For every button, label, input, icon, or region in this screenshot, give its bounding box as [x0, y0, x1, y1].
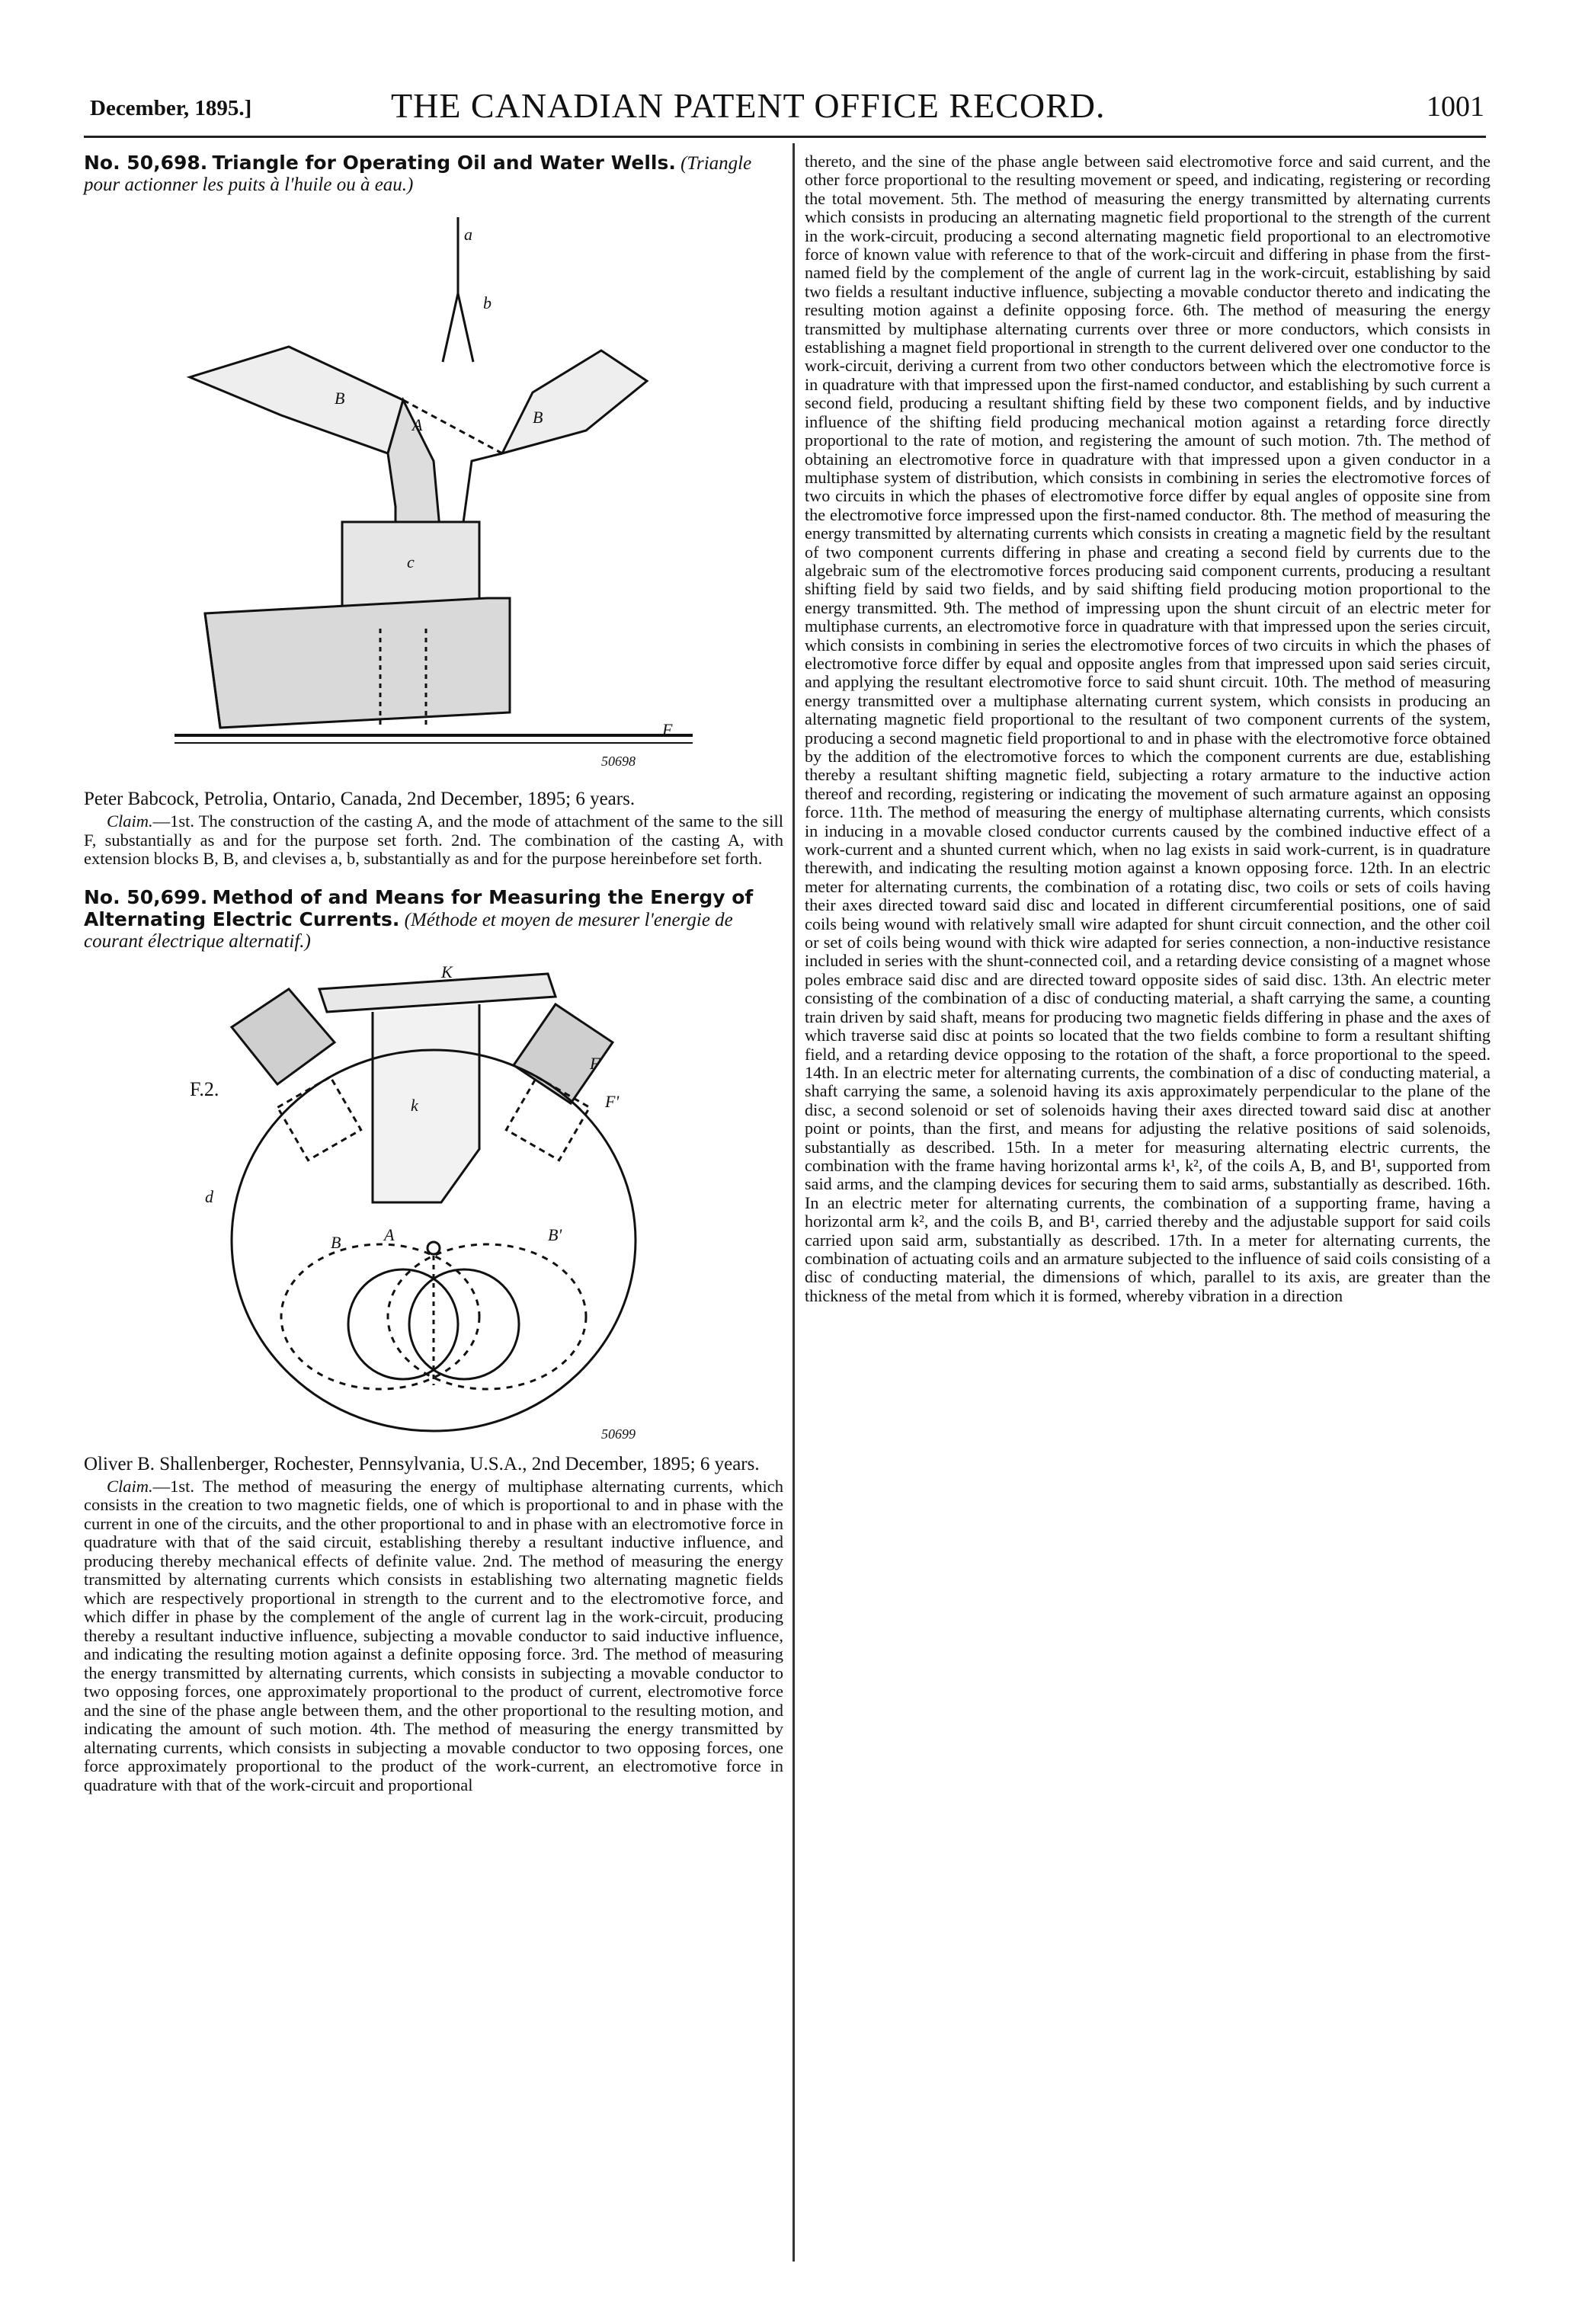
column-rule	[793, 143, 795, 2262]
figure-oil-well-triangle	[175, 202, 693, 781]
patent-number: No. 50,699.	[84, 885, 208, 908]
fig1-label-f: F	[662, 720, 673, 739]
issue-date: December, 1895.]	[90, 96, 252, 120]
claim-label: Claim.	[107, 811, 153, 831]
right-column	[805, 152, 1491, 1305]
claim-body: —1st. The method of measuring the energy of multiphase alternating currents, which consists in the creation to two magnetic fields, one of which is proportional to and in phase with the current in one of the circuits, and the other proportional to and in phase with an electromotive force in quadrature with that of the said circuit, establishing thereby a resultant inductive influence, and producing thereby mechanical effects of definite value. 2nd. The method of measuring the energy transmitted by alternating currents which consists in establishing two alternating magnetic fields which are respectively proportional in strength to the current and to the electromotive force, and which differ in phase by the complement of the angle of current lag in the work-circuit, producing thereby a resultant inductive influence, subjecting a movable conductor to said inductive influence, and indicating the resulting motion against a definite opposing force. 3rd. The method of measuring the energy transmitted by alternating currents, which consists in subjecting a movable conductor to two opposing forces, one approximately proportional to the product of current, electromotive force and the sine of the phase angle between them, and the other proportional to the resulting motion, and indicating the amount of such motion. 4th. The method of measuring the energy transmitted by alternating currents, which consists in subjecting a movable conductor to two opposing forces, one force approximately proportional to the product of the work-current, an electromotive force in quadrature with that of the work-circuit and proportional	[84, 1476, 783, 1794]
claim-label: Claim.	[107, 1476, 153, 1496]
claim-text	[84, 812, 783, 869]
fig2-label-f1: F'	[605, 1091, 620, 1111]
figure-energy-meter	[190, 959, 677, 1446]
fig1-label-b: B	[335, 389, 345, 408]
patent-title-french: (Triangle pour actionner les puits à l'huile ou à eau.)	[84, 153, 752, 195]
publication-title: THE CANADIAN PATENT OFFICE RECORD.	[391, 86, 1106, 125]
patent-number: No. 50,698.	[84, 152, 208, 174]
fig1-label-c: c	[407, 552, 415, 571]
inventor-line: Oliver B. Shallenberger, Rochester, Pennsylvania, U.S.A., 2nd December, 1895; 6 years.	[84, 1453, 760, 1474]
fig1-label-b2: B	[533, 408, 543, 427]
patent-title: Method of and Means for Measuring the Energy of Alternating Electric Currents.	[84, 885, 754, 930]
entry-heading	[84, 152, 783, 196]
fig2-label-b1: B'	[548, 1224, 562, 1244]
entry-heading	[84, 887, 783, 952]
header-rule	[84, 136, 1486, 138]
page-number: 1001	[1427, 91, 1484, 123]
fig2-number: 50699	[601, 1426, 636, 1442]
fig2-label-a: A	[384, 1224, 395, 1244]
claim-text	[84, 1477, 783, 1795]
fig2-label-f: F	[590, 1053, 600, 1073]
fig2-label-k: K	[441, 962, 453, 981]
patent-title: Triangle for Operating Oil and Water Wells.	[212, 152, 676, 174]
left-column	[84, 152, 783, 1794]
patent-title-french: (Méthode et moyen de mesurer l'energie de courant électrique alternatif.)	[84, 909, 733, 952]
fig1-number: 50698	[601, 754, 636, 769]
fig1-label-b-small: b	[483, 293, 492, 312]
fig2-label-d: d	[205, 1186, 213, 1206]
fig2-label-b: B	[331, 1232, 341, 1252]
fig2-figure-label: F.2.	[190, 1077, 219, 1100]
patent-entry-50698	[84, 152, 783, 869]
fig2-label-k-small: k	[411, 1095, 418, 1115]
fig1-label-a-small: a	[464, 225, 472, 244]
claim-body: —1st. The construction of the casting A, and the mode of attachment of the same to the sill F, substantially as and for the purpose set forth. 2nd. The combination of the casting A, with extension blocks B, B, and clevises a, b, substantially as and for the purpose hereinbefore set forth.	[84, 811, 783, 868]
page-header	[90, 85, 1484, 131]
fig1-label-a: A	[412, 415, 423, 434]
patent-entry-50699	[84, 887, 783, 1795]
inventor-line: Peter Babcock, Petrolia, Ontario, Canada, 2nd December, 1895; 6 years.	[84, 789, 636, 809]
claim-continuation-text: thereto, and the sine of the phase angle between said electromotive force and said current, and the other force proportional to the resulting movement or speed, and indicating, registering or recording the total movement. 5th. The method of measuring the energy transmitted by alternating currents which consists in producing an alternating magnetic field proportional to the strength of the current in the work-circuit, producing a second alternating magnetic field proportional to an electromotive force of known value with reference to that of the work-circuit and differing in phase from the first-named field by the complement of the angle of current lag in the work-circuit, establishing by said two fields a resultant inductive influence, subjecting a movable conductor thereto and indicating the resulting motion against a definite opposing force. 6th. The method of measuring the energy transmitted by multiphase alternating currents over three or more conductors, which consists in establishing a magnet field proportional in strength to the current delivered over one conductor to the work-circuit, deriving a current from two other conductors between which the electromotive force is in quadrature with that impressed upon the first-named conductor, and establishing by such current a second field, producing a resultant shifting field by these two component fields, and by inductive influence of the shifting field producing mechanical motion against a retarding force directly proportional to the rate of motion, and registering the amount of such motion. 7th. The method of obtaining an electromotive force in quadrature with that impressed upon a given conductor in a multiphase system of distribution, which consists in combining in series the electromotive forces of two circuits in which the phases of electromotive force differ by equal angles of opposite sine from the electromotive force impressed upon the first-named conductor. 8th. The method of measuring the energy transmitted by alternating currents which consists in creating a magnetic field by the resultant of two component currents differing in phase and creating a second field by currents due to the algebraic sum of the electromotive forces producing said component currents, producing a resultant shifting field by said two fields, and by said shifting field producing motion proportional to the energy transmitted. 9th. The method of impressing upon the shunt circuit of an electric meter for multiphase currents, an electromotive force in quadrature with that impressed upon the series circuit, which consists in combining in series the electromotive forces of two circuits in which the phases of electromotive force differ by equal and opposite angles from that impressed upon said series circuit, and applying the resultant electromotive force to said shunt circuit. 10th. The method of measuring energy transmitted over a multiphase alternating current system, which consists in producing an alternating magnetic field proportional to the resultant of two component currents of the system, producing a second magnetic field proportional to and in phase with the electromotive force obtained by the addition of the electromotive forces to which the component currents are due, establishing thereby a resultant shifting magnetic field, subjecting a rotary armature to the inductive action thereof and recording, registering or indicating the movement of such armature against an opposing force. 11th. The method of measuring the energy of multiphase alternating currents, which consists in inducing in a movable closed conductor currents caused by the combined inductive effect of a work-current and a shunted current which, when no lag exists in said work-current, is in quadrature therewith, and indicating the resulting motion against a known opposing force. 12th. In an electric meter for alternating currents, the combination of a rotating disc, two coils or sets of coils having their axes directed toward said disc and located in different circumferential positions, one of said coils being wound with relatively small wire adapted for shunt circuit connection, and the other coil or set of coils being wound with thick wire adapted for series connection, a non-inductive resistance included in series with the shunt-connected coil, and a retarding device consisting of a magnet whose poles embrace said disc and are directed toward opposite sides of said disc. 13th. An electric meter consisting of the combination of a disc of conducting material, a shaft carrying the same, a counting train driven by said shaft, means for producing two magnetic fields differing in phase and the axes of which traverse said disc at points so located that the two fields combine to form a resultant shifting field, and a retarding device opposing to the rotation of the shaft, a force proportional to the speed. 14th. In an electric meter for alternating currents, the combination of a disc of conducting material, a shaft carrying the same, a solenoid having its axis approximately perpendicular to the plane of the disc, a second solenoid or set of solenoids having their axes directed toward said disc at another point or points, than the first, and means for adjusting the relative positions of said solenoids, substantially as described. 15th. In a meter for measuring alternating electric currents, the combination with the frame having horizontal arms k¹, k², of the coils A, B, and B¹, supported from said arms, and the clamping devices for securing them to said arms, substantially as described. 16th. In an electric meter for alternating currents, the combination of a supporting frame, having a horizontal arm k², and the coils B, and B¹, carried thereby and the adjustable support for said coils carried upon said arm, substantially as described. 17th. In a meter for alternating currents, the combination of actuating coils and an armature subjected to the influence of said coils consisting of a disc of conducting material, the dimensions of which, parallel to its axis, are greater than the thickness of the metal from which it is formed, whereby vibration in a direction	[805, 152, 1491, 1305]
